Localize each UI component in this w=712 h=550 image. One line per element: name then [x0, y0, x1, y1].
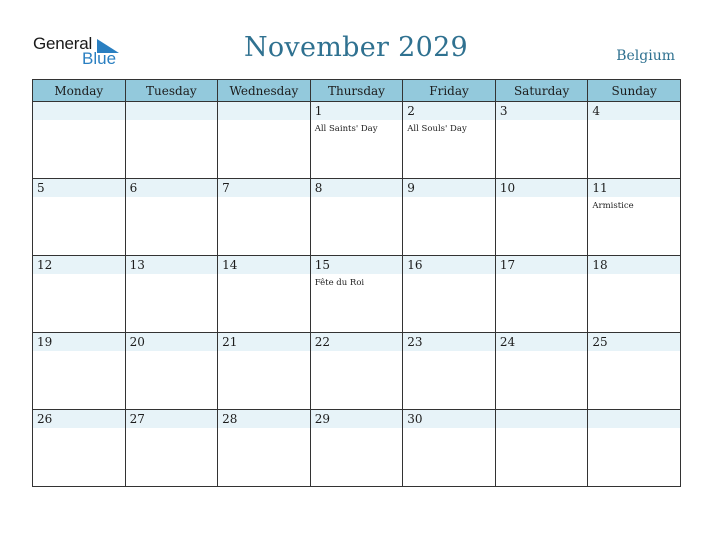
day-cell[interactable] — [588, 333, 681, 410]
day-number: 23 — [407, 335, 423, 349]
day-cell[interactable] — [588, 179, 681, 256]
week-row — [33, 333, 681, 410]
day-number: 11 — [592, 181, 608, 195]
weekday-header: Wednesday — [218, 80, 311, 102]
day-cell-band — [403, 179, 495, 197]
day-cell[interactable] — [403, 102, 496, 179]
day-cell[interactable] — [33, 179, 126, 256]
day-cell[interactable] — [218, 333, 311, 410]
day-cell[interactable] — [33, 410, 126, 487]
day-cell[interactable] — [495, 102, 588, 179]
day-cell[interactable] — [403, 410, 496, 487]
day-cell[interactable] — [218, 179, 311, 256]
day-cell-band — [311, 102, 403, 120]
day-number: 26 — [37, 412, 53, 426]
day-cell[interactable] — [125, 333, 218, 410]
day-cell-band — [218, 102, 310, 120]
day-number: 5 — [37, 181, 45, 195]
day-number: 24 — [499, 335, 516, 349]
weekday-header: Friday — [403, 80, 496, 102]
day-number: 14 — [222, 258, 238, 272]
weekday-header: Tuesday — [125, 80, 218, 102]
day-cell[interactable] — [310, 102, 403, 179]
day-cell-band — [33, 179, 125, 197]
day-cell[interactable] — [125, 410, 218, 487]
day-cell-band — [311, 179, 403, 197]
day-cell[interactable] — [495, 256, 588, 333]
day-number: 13 — [129, 258, 145, 272]
holiday-label: All Saints' Day — [314, 124, 378, 134]
calendar-grid — [32, 79, 681, 487]
day-number: 20 — [129, 335, 145, 349]
holiday-label: Armistice — [592, 201, 634, 211]
day-cell-band — [496, 410, 588, 428]
logo-text-general: General — [33, 34, 93, 53]
day-cell[interactable] — [218, 256, 311, 333]
weekday-header: Saturday — [495, 80, 588, 102]
day-cell[interactable] — [310, 410, 403, 487]
week-row — [33, 410, 681, 487]
day-cell[interactable] — [310, 179, 403, 256]
day-number: 19 — [37, 335, 53, 349]
day-number: 15 — [314, 258, 330, 272]
day-number: 27 — [129, 412, 145, 426]
day-cell[interactable] — [310, 333, 403, 410]
day-cell-band — [588, 410, 680, 428]
day-number: 29 — [314, 412, 330, 426]
day-cell-band — [126, 102, 218, 120]
weekday-header-row — [33, 80, 681, 102]
day-cell[interactable] — [495, 333, 588, 410]
day-number: 25 — [592, 335, 608, 349]
day-cell[interactable] — [33, 333, 126, 410]
day-cell-band — [218, 179, 310, 197]
holiday-label: All Souls' Day — [407, 124, 467, 134]
day-number: 3 — [499, 104, 508, 118]
day-number: 21 — [222, 335, 238, 349]
day-number: 28 — [222, 412, 238, 426]
day-number: 7 — [222, 181, 230, 195]
day-cell[interactable] — [403, 256, 496, 333]
day-cell[interactable] — [495, 179, 588, 256]
day-number: 30 — [407, 412, 423, 426]
day-cell[interactable] — [588, 410, 681, 487]
day-cell[interactable] — [33, 102, 126, 179]
day-cell[interactable] — [588, 102, 681, 179]
day-number: 1 — [314, 104, 323, 118]
day-number: 10 — [499, 181, 516, 195]
holiday-label: Fête du Roi — [314, 278, 365, 288]
day-number: 9 — [407, 181, 415, 195]
day-number: 8 — [314, 181, 323, 195]
day-number: 22 — [314, 335, 330, 349]
day-cell[interactable] — [125, 179, 218, 256]
day-cell[interactable] — [125, 256, 218, 333]
day-number: 17 — [499, 258, 516, 272]
day-cell[interactable] — [33, 256, 126, 333]
weekday-header: Sunday — [588, 80, 681, 102]
page-title: November 2029 — [243, 32, 469, 63]
day-cell[interactable] — [310, 256, 403, 333]
day-cell[interactable] — [403, 333, 496, 410]
day-cell-band — [403, 102, 495, 120]
week-row — [33, 102, 681, 179]
day-cell[interactable] — [588, 256, 681, 333]
day-cell-band — [33, 102, 125, 120]
week-row — [33, 179, 681, 256]
day-cell[interactable] — [495, 410, 588, 487]
weekday-header: Monday — [33, 80, 126, 102]
day-number: 18 — [592, 258, 608, 272]
country-label: Belgium — [616, 48, 675, 64]
day-cell[interactable] — [218, 410, 311, 487]
day-cell[interactable] — [218, 102, 311, 179]
day-number: 6 — [129, 181, 138, 195]
day-cell[interactable] — [403, 179, 496, 256]
day-number: 12 — [37, 258, 53, 272]
day-cell-band — [126, 179, 218, 197]
day-number: 4 — [592, 104, 601, 118]
logo-text-blue: Blue — [82, 49, 117, 68]
day-number: 16 — [407, 258, 423, 272]
day-cell[interactable] — [125, 102, 218, 179]
weekday-header: Thursday — [310, 80, 403, 102]
day-cell-band — [588, 102, 680, 120]
day-cell-band — [496, 102, 588, 120]
day-number: 2 — [407, 104, 415, 118]
week-row — [33, 256, 681, 333]
